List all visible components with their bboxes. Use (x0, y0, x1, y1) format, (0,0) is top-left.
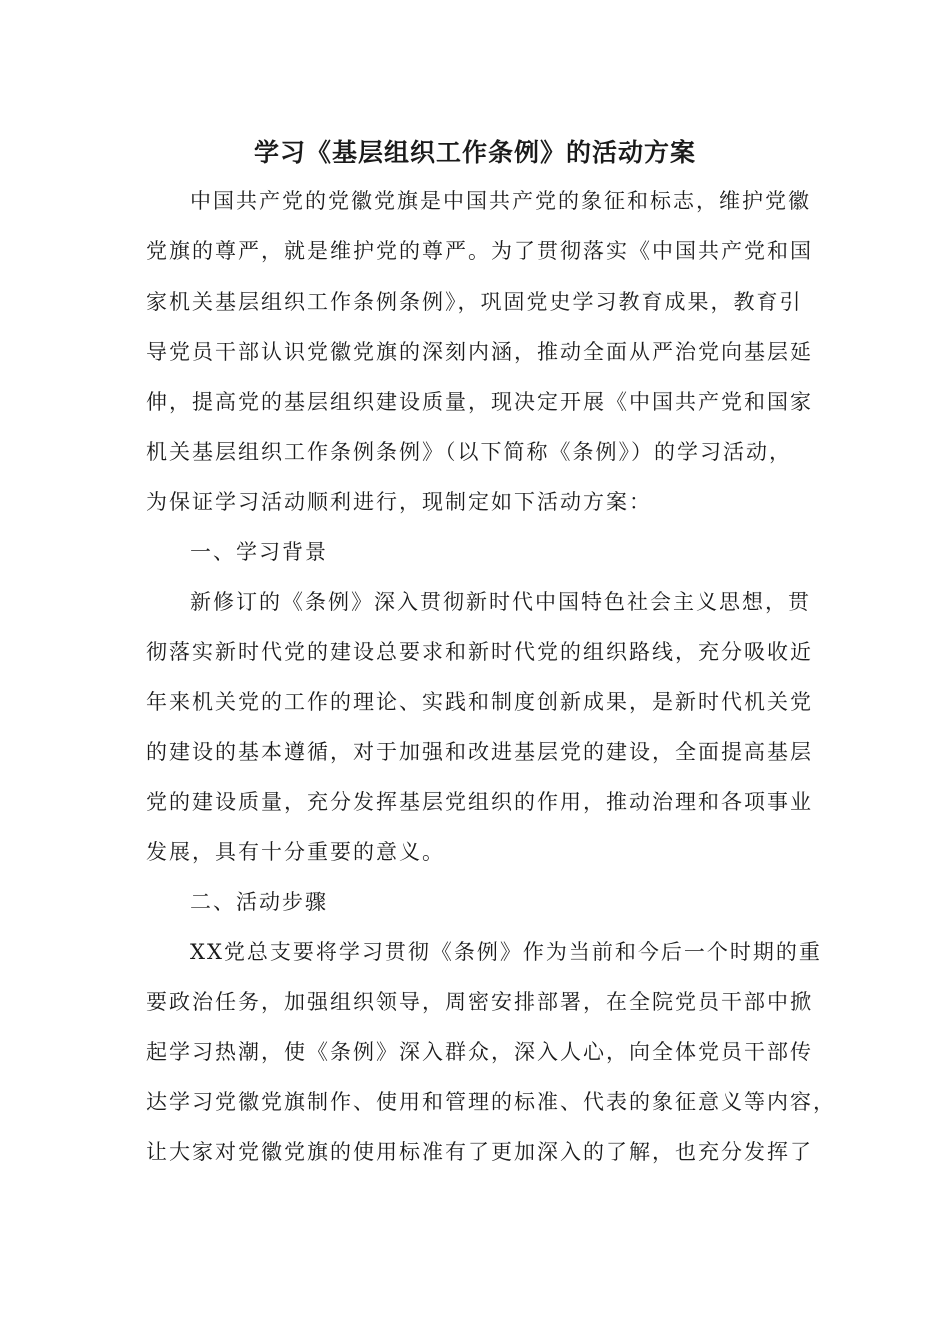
intro-line-7: 为保证学习活动顺利进行，现制定如下活动方案： (146, 490, 652, 514)
intro-line-4: 导党员干部认识党徽党旗的深刻内涵，推动全面从严治党向基层延 (146, 340, 813, 364)
intro-line-2: 党旗的尊严，就是维护党的尊严。为了贯彻落实《中国共产党和国 (146, 239, 813, 263)
section1-line-2: 彻落实新时代党的建设总要求和新时代党的组织路线，充分吸收近 (146, 640, 813, 664)
intro-line-5: 伸，提高党的基层组织建设质量，现决定开展《中国共产党和国家 (146, 390, 813, 414)
section1-line-6: 发展，具有十分重要的意义。 (146, 840, 445, 864)
section-heading-steps: 二、活动步骤 (190, 890, 328, 914)
section1-line-4: 的建设的基本遵循，对于加强和改进基层党的建设，全面提高基层 (146, 740, 813, 764)
section2-line-2: 要政治任务，加强组织领导，周密安排部署，在全院党员干部中掀 (146, 990, 813, 1014)
section1-line-1: 新修订的《条例》深入贯彻新时代中国特色社会主义思想，贯 (190, 590, 811, 614)
section1-line-5: 党的建设质量，充分发挥基层党组织的作用，推动治理和各项事业 (146, 790, 813, 814)
intro-line-1: 中国共产党的党徽党旗是中国共产党的象征和标志，维护党徽 (190, 189, 811, 213)
section-heading-background: 一、学习背景 (190, 540, 328, 564)
intro-line-3: 家机关基层组织工作条例条例》，巩固党史学习教育成果，教育引 (146, 290, 803, 314)
section2-line-4: 达学习党徽党旗制作、使用和管理的标准、代表的象征意义等内容， (146, 1090, 836, 1114)
section2-line-1: XX党总支要将学习贯彻《条例》作为当前和今后一个时期的重 (190, 940, 822, 964)
section1-line-3: 年来机关党的工作的理论、实践和制度创新成果，是新时代机关党 (146, 690, 813, 714)
intro-line-6: 机关基层组织工作条例条例》（以下简称《条例》）的学习活动， (146, 440, 792, 464)
document-title: 学习《基层组织工作条例》的活动方案 (253, 138, 696, 167)
section2-line-3: 起学习热潮，使《条例》深入群众，深入人心，向全体党员干部传 (146, 1040, 813, 1064)
section2-line-5: 让大家对党徽党旗的使用标准有了更加深入的了解，也充分发挥了 (146, 1140, 813, 1164)
